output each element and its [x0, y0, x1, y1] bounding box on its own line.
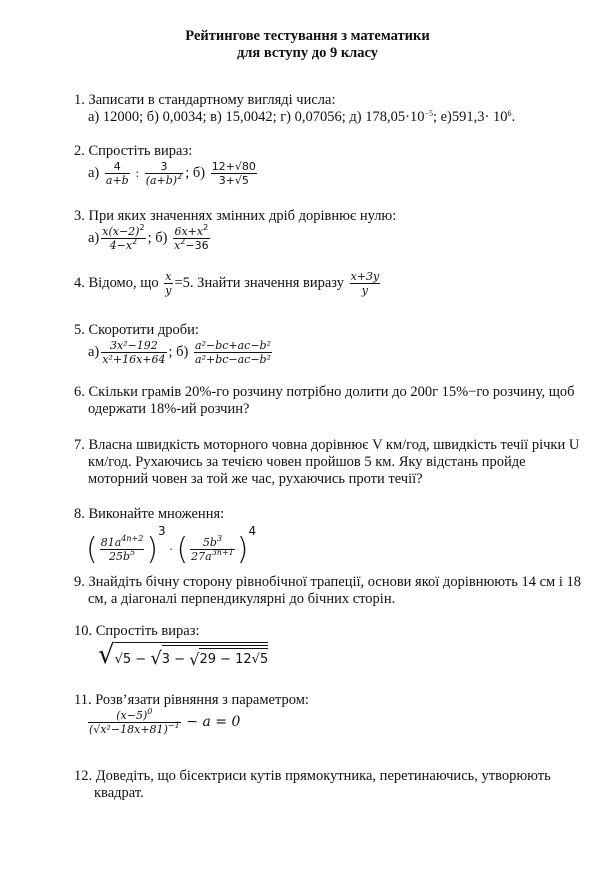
question-number: 2. — [74, 143, 85, 159]
question-text: Виконайте множення: — [88, 506, 225, 522]
question-number: 11. — [74, 692, 92, 708]
question-text: Записати в стандартному вигляді числа: — [88, 92, 336, 108]
question-3 — [74, 208, 585, 252]
fraction: $\frac{(x-5)^0}{(√x^2-18x+81)^{-1}}$ — [89, 707, 180, 736]
question-expression: а) $\frac{4}{a+b}$ : $\frac{3}{(a+b)^2}$ ; б) $\frac{12+√80}{3+√5}$ — [88, 160, 256, 187]
question-text: Спростіть вираз: — [88, 143, 193, 159]
question-expression: ( $\frac{81a^{4n+2}}{25b^5}$ )$^3$ · ( $\frac{5b^3}{27a^{3n+1}}$ )$^4$ — [86, 524, 257, 568]
question-10 — [74, 623, 585, 668]
question-number: 6. — [74, 384, 85, 400]
fraction: $\frac{81a^{4n+2}}{25b^5}$ — [100, 534, 144, 564]
fraction: $\frac{12+√80}{3+√5}$ — [211, 160, 256, 187]
fraction: $\frac{4}{a+b}$ — [105, 160, 129, 187]
question-number: 12. — [74, 768, 93, 784]
question-items: а) 12000; б) 0,0034; в) 15,0042; г) 0,07056; д) $178,05\cdot 10^{-5}$; $е)591,3\cdot 10^6$. — [88, 109, 516, 125]
question-number: 4. — [74, 274, 85, 291]
question-6: 6. Скільки грамів 20%-го розчину потрібно долити до 200г 15%−го розчину, щоб одержати 18%-ий розчин? — [74, 384, 575, 417]
question-text: Спростіть вираз: — [95, 623, 200, 639]
fraction: $\frac{\text{3x²−192}}{\text{x²+16x+64}}$ — [102, 339, 166, 366]
title-line-2: для вступу до 9 класу — [236, 45, 379, 61]
question-text: Розв’язати рівняння з параметром: — [95, 692, 309, 708]
question-number: 10. — [74, 623, 93, 639]
question-2 — [74, 143, 585, 187]
question-8 — [74, 506, 585, 568]
nested-radical: √ √5 − √ 3 − √ 29 − 12√5 — [98, 640, 269, 670]
question-12: 12. Доведіть, що бісектриси кутів прямокутника, перетинаючись, утворюють квадрат. — [74, 768, 551, 801]
document-title — [0, 28, 615, 62]
title-line-1: Рейтингове тестування з математики — [185, 28, 430, 44]
question-expression: а) $\frac{\text{3x²−192}}{\text{x²+16x+64}}$ ; б) $\frac{\text{a²−bc+ac−b²}}{\text{a²+bc−ac−b²}}$ — [88, 339, 272, 366]
fraction: $\frac{3}{(a+b)^2}$ — [145, 160, 183, 187]
fraction: $\frac{5b^3}{27a^{3n+1}}$ — [191, 534, 234, 564]
question-number: 3. — [74, 208, 85, 224]
fraction: $\frac{\text{a²−bc+ac−b²}}{\text{a²+bc−ac−b²}}$ — [195, 339, 272, 366]
question-4: 4. Відомо, що $\frac{x}{y}$ =5. Знайти значення виразу $\frac{x+3y}{y}$ — [74, 270, 380, 297]
question-11 — [74, 692, 585, 736]
question-number: 5. — [74, 322, 85, 338]
question-1 — [74, 92, 585, 126]
question-number: 7. — [74, 437, 85, 453]
fraction: $\frac{x+3y}{y}$ — [350, 270, 380, 297]
fraction: $\frac{6x+x^2}{x^2-36}$ — [174, 223, 209, 252]
question-9: 9. Знайдіть бічну сторону рівнобічної трапеції, основи якої дорівнюють 14 см і 18 см, а діагоналі перпендикулярні до бічних сторін. — [74, 574, 582, 607]
question-5 — [74, 322, 585, 366]
question-7: 7. Власна швидкість моторного човна дорівнює V км/год, швидкість течії річки U км/год. Рухаючись за течією човен пройшов 5 км. Яку відстань пройде моторний човен за той же час, рухаючись проти течії? — [74, 437, 580, 487]
fraction: $\frac{x}{y}$ — [165, 270, 172, 297]
question-number: 8. — [74, 506, 85, 522]
question-expression: $\frac{(x-5)^0}{(√x^2-18x+81)^{-1}}$ − a = 0 — [89, 707, 241, 736]
question-text: При яких значеннях змінних дріб дорівнює нулю: — [88, 208, 397, 224]
question-expression: а) $\frac{x(x-2)^2}{4-x^2}$ ; б) $\frac{6x+x^2}{x^2-36}$ — [88, 223, 209, 252]
fraction: $\frac{x(x-2)^2}{4-x^2}$ — [102, 223, 145, 252]
question-text: Скоротити дроби: — [88, 322, 199, 338]
question-number: 9. — [74, 574, 85, 590]
question-number: 1. — [74, 92, 85, 108]
